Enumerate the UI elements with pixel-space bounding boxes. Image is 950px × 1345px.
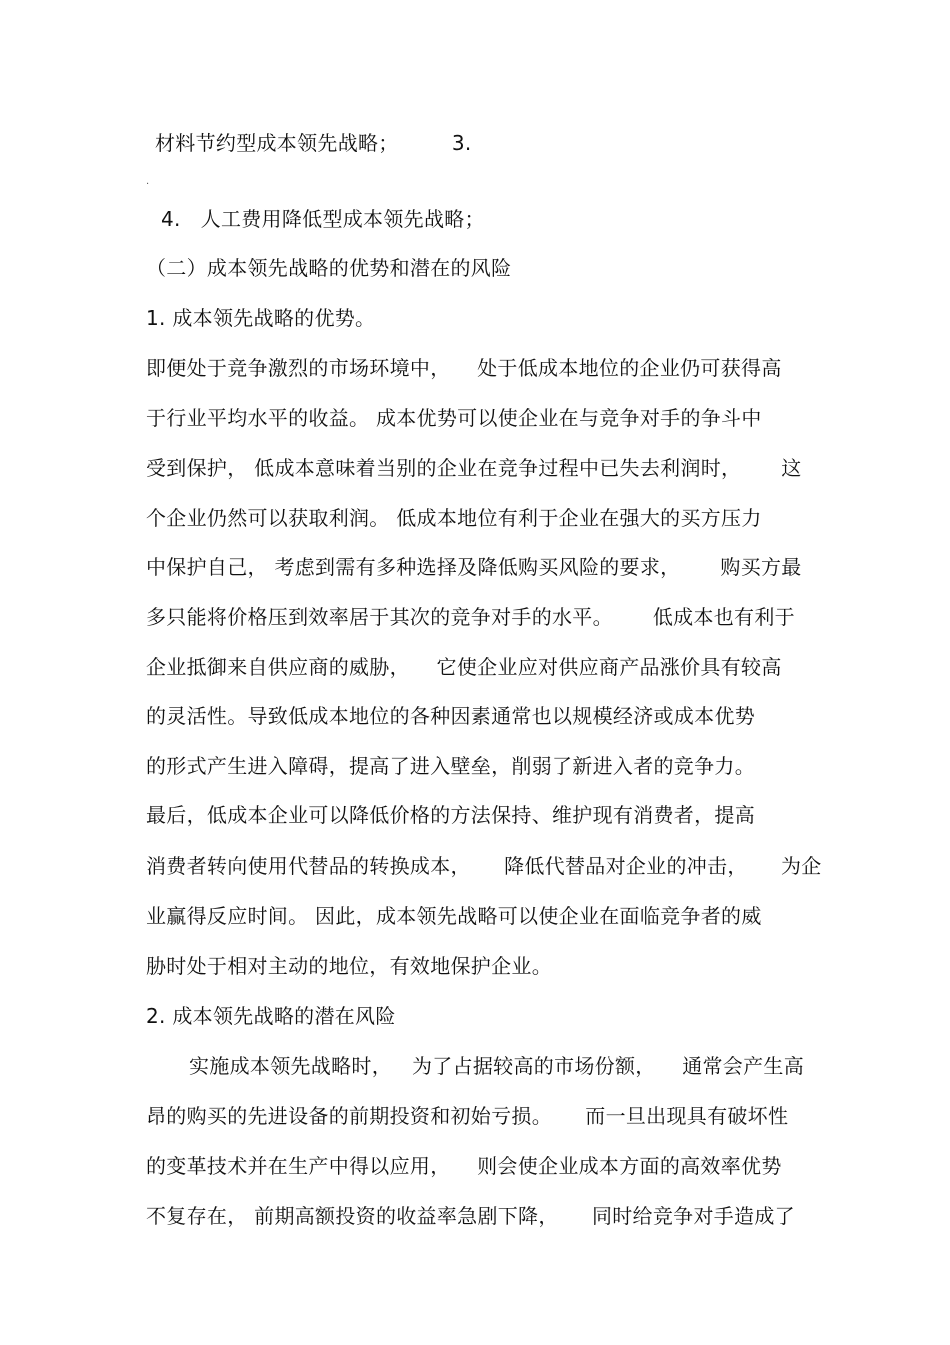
paragraph-line: 于行业平均水平的收益。 成本优势可以使企业在与竞争对手的争斗中 (146, 406, 762, 430)
paragraph-line: 中保护自己， 考虑到需有多种选择及降低购买风险的要求， 购买方最 (146, 555, 802, 579)
paragraph-line: 多只能将价格压到效率居于其次的竞争对手的水平。 低成本也有利于 (146, 605, 795, 629)
stray-mark: · (146, 179, 150, 190)
text-line-2: 4. 人工费用降低型成本领先战略； (161, 207, 485, 231)
subsection-heading-2: 2. 成本领先战略的潜在风险 (146, 1004, 396, 1028)
paragraph-line: 企业抵御来自供应商的威胁， 它使企业应对供应商产品涨价具有较高 (146, 655, 782, 679)
paragraph-line: 的形式产生进入障碍，提高了进入壁垒，削弱了新进入者的竞争力。 (146, 754, 755, 778)
paragraph-line: 业赢得反应时间。 因此，成本领先战略可以使企业在面临竞争者的威 (146, 904, 762, 928)
section-heading: （二）成本领先战略的优势和潜在的风险 (146, 256, 512, 280)
paragraph-line: 的变革技术并在生产中得以应用， 则会使企业成本方面的高效率优势 (146, 1154, 782, 1178)
paragraph-line: 昂的购买的先进设备的前期投资和初始亏损。 而一旦出现具有破坏性 (146, 1104, 789, 1128)
paragraph-line: 实施成本领先战略时， 为了占据较高的市场份额， 通常会产生高 (189, 1054, 805, 1078)
paragraph-line: 的灵活性。导致低成本地位的各种因素通常也以规模经济或成本优势 (146, 704, 755, 728)
paragraph-line: 最后，低成本企业可以降低价格的方法保持、维护现有消费者，提高 (146, 803, 755, 827)
paragraph-line: 消费者转向使用代替品的转换成本， 降低代替品对企业的冲击， 为企 (146, 854, 822, 878)
subsection-heading-1: 1. 成本领先战略的优势。 (146, 306, 376, 330)
text-line-1: 材料节约型成本领先战略； 3. (155, 131, 472, 155)
paragraph-line: 即便处于竞争激烈的市场环境中， 处于低成本地位的企业仍可获得高 (146, 356, 782, 380)
paragraph-line: 胁时处于相对主动的地位，有效地保护企业。 (146, 954, 552, 978)
paragraph-line: 个企业仍然可以获取利润。 低成本地位有利于企业在强大的买方压力 (146, 506, 762, 530)
paragraph-line: 受到保护， 低成本意味着当别的企业在竞争过程中已失去利润时， 这 (146, 456, 802, 480)
paragraph-line: 不复存在， 前期高额投资的收益率急剧下降， 同时给竞争对手造成了 (146, 1204, 795, 1228)
